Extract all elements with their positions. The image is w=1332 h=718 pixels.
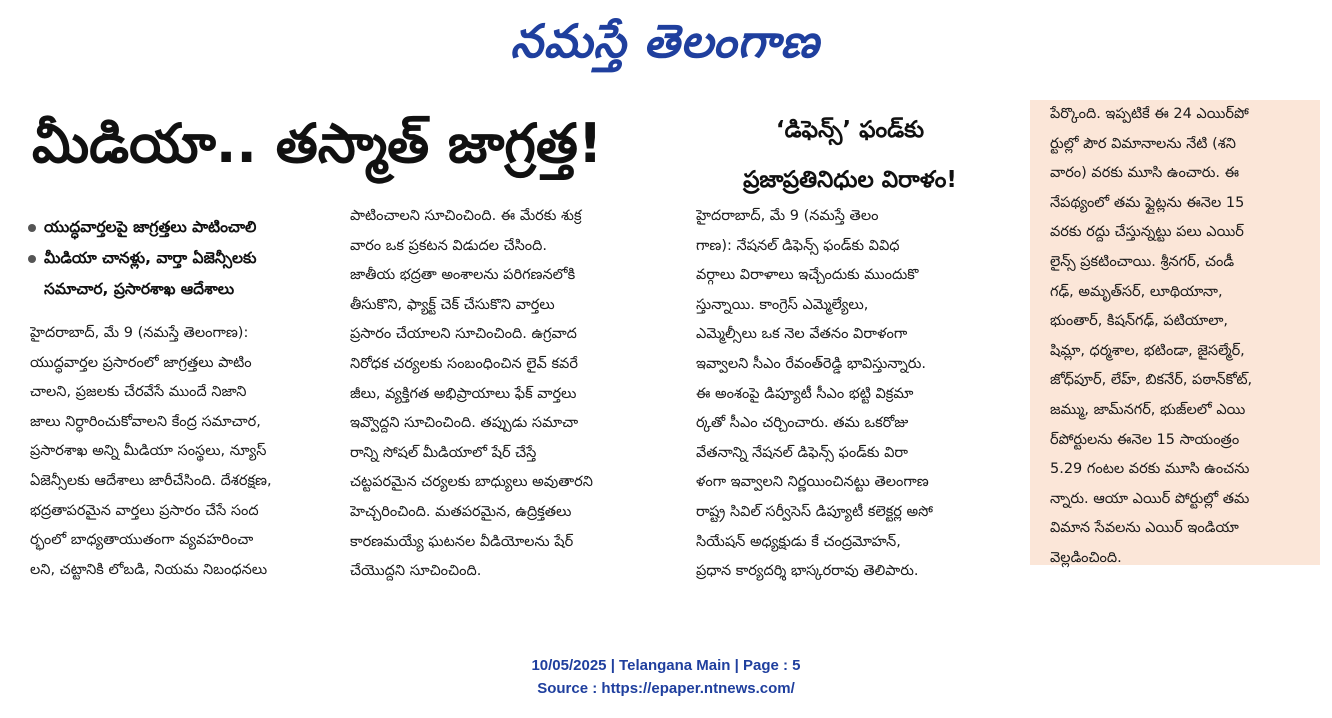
masthead-title: నమస్తే తెలంగాణ (510, 14, 820, 68)
footer-source-link[interactable]: Source : https://epaper.ntnews.com/ (537, 680, 795, 697)
text-line: ప్రధాన కార్యదర్శి భాస్కరరావు తెలిపారు. (696, 563, 919, 580)
article-column-2 (350, 202, 668, 587)
text-line: చట్టపరమైన చర్యలకు బాధ్యులు అవుతారని (350, 474, 593, 491)
text-line: నిరోధక చర్యలకు సంబంధించిన లైవ్ కవరే (350, 355, 578, 372)
sidebar-article-column (1050, 100, 1312, 574)
text-line: జాతీయ భద్రతా అంశాలను పరిగణనలోకి (350, 267, 576, 284)
text-line: హైదరాబాద్, మే 9 (నమస్తే తెలంగాణ): (30, 325, 249, 341)
article-column-3 (696, 202, 990, 587)
text-line: తీసుకొని, ఫ్యాక్ట్ చెక్ చేసుకొని వార్తలు (350, 296, 555, 313)
bullet-text: మీడియా చానళ్లు, వార్తా ఏజెన్సీలకు (44, 249, 257, 267)
text-line: వర్గాలు విరాళాలు ఇచ్చేందుకు ముందుకొ (696, 267, 919, 284)
article-headline-media: మీడియా.. తస్మాత్ జాగ్రత్త! (32, 112, 603, 175)
text-line: స్తున్నాయి. కాంగ్రెస్ ఎమ్మెల్యేలు, (696, 296, 869, 313)
text-line: వేతనాన్ని నేషనల్ డిఫెన్స్ ఫండ్‌కు విరా (696, 444, 909, 461)
bullet-item-continued (28, 274, 338, 305)
text-line: జాలు నిర్ధారించుకోవాలని కేంద్ర సమాచార, (30, 413, 261, 430)
text-line: ర్‌పోర్టులను ఈనెల 15 సాయంత్రం (1050, 431, 1240, 448)
text-line: సియేషన్ అధ్యక్షుడు కే చంద్రమోహన్, (696, 533, 901, 550)
text-line: ప్రసారం చేయాలని సూచించింది. ఉగ్రవాద (350, 326, 577, 343)
bullet-item (28, 212, 338, 243)
text-line: చాలని, ప్రజలకు చేరవేసే ముందే నిజాని (30, 384, 247, 401)
text-line: ళంగా ఇవ్వాలని నిర్ణయించినట్టు తెలంగాణ (696, 474, 929, 491)
text-line: పేర్కొంది. ఇప్పటికే ఈ 24 ఎయిర్‌పో (1050, 106, 1249, 122)
bullet-text: యుద్ధవార్తలపై జాగ్రత్తలు పాటించాలి (44, 218, 257, 236)
text-line: జీలు, వ్యక్తిగత అభిప్రాయాలు ఫేక్ వార్తలు (350, 385, 577, 402)
text-line: ప్రసారశాఖ అన్ని మీడియా సంస్థలు, న్యూస్ (30, 443, 267, 460)
article-headline-defense-line2: ప్రజాప్రతినిధుల విరాళం! (743, 167, 957, 193)
text-line: కారణమయ్యే ఘటనల వీడియోలను షేర్ (350, 533, 574, 550)
text-line: లని, చట్టానికి లోబడి, నియమ నిబంధనలు (30, 561, 268, 578)
article-headline-defense-line1: ‘డిఫెన్స్’ ఫండ్‌కు (775, 117, 925, 143)
text-line: జోధ్‌పూర్, లేహ్, బికనేర్, పఠాన్‌కోట్, (1050, 372, 1253, 389)
text-line: హైదరాబాద్, మే 9 (నమస్తే తెలం (696, 208, 879, 224)
text-line: వారం ఒక ప్రకటన విడుదల చేసింది. (350, 237, 547, 254)
newspaper-masthead (440, 4, 890, 78)
text-line: జమ్ము, జామ్‌నగర్, భుజ్‌లలో ఎయి (1050, 401, 1246, 418)
text-line: ర్కతో సీఎం చర్చించారు. తమ ఒకరోజు (696, 415, 909, 432)
article-bullet-list (28, 212, 338, 305)
text-line: గఢ్, అమృత్‌సర్, లూథియానా, (1050, 283, 1223, 300)
text-line: భుంతార్, కిషన్‌గఢ్, పటియాలా, (1050, 313, 1228, 330)
text-line: లైన్స్ ప్రకటించాయి. శ్రీనగర్, చండీ (1050, 253, 1235, 270)
text-line: యుద్ధవార్తల ప్రసారంలో జాగ్రత్తలు పాటిం (30, 354, 252, 371)
text-line: వరకు రద్దు చేస్తున్నట్టు పలు ఎయిర్ (1050, 224, 1244, 241)
text-line: వెల్లడించింది. (1050, 549, 1122, 566)
text-line: రాష్ట్ర సివిల్ సర్వీసెస్ డిప్యూటీ కలెక్టర్ల అసో (696, 503, 933, 520)
bullet-dot-icon (28, 224, 36, 232)
text-line: ఈ అంశంపై డిప్యూటీ సీఎం భట్టి విక్రమా (696, 385, 914, 402)
text-line: షిమ్లా, ధర్మశాల, భటిండా, జైసల్మేర్, (1050, 342, 1245, 359)
text-line: హెచ్చరించింది. మతపరమైన, ఉద్రిక్తతలు (350, 503, 572, 520)
text-line: న్నారు. ఆయా ఎయిర్ పోర్టుల్లో తమ (1050, 490, 1250, 507)
text-line: రాన్ని సోషల్ మీడియాలో షేర్ చేస్తే (350, 444, 537, 461)
article-column-1 (30, 319, 330, 585)
text-line: భద్రతాపరమైన వార్తలు ప్రసారం చేసే సంద (30, 502, 259, 519)
text-line: నేపథ్యంలో తమ ఫ్లైట్లను ఈనెల 15 (1050, 194, 1245, 211)
text-line: విమాన సేవలను ఎయిర్ ఇండియా (1050, 520, 1239, 537)
text-line: ఎమ్మెల్సీలు ఒక నెల వేతనం విరాళంగా (696, 326, 908, 343)
bullet-dot-icon (28, 255, 36, 263)
bullet-item (28, 243, 338, 274)
text-line: 5.29 గంటల వరకు మూసి ఉంచను (1050, 461, 1250, 478)
bullet-text: సమాచార, ప్రసారశాఖ ఆదేశాలు (44, 280, 235, 298)
text-line: ర్టుల్లో పౌర విమానాలను నేటి (శని (1050, 135, 1236, 152)
text-line: పాటించాలని సూచించింది. ఈ మేరకు శుక్ర (350, 208, 582, 224)
text-line: ఇవ్వొద్దని సూచించింది. తప్పుడు సమాచా (350, 415, 579, 432)
text-line: వారం) వరకు మూసి ఉంచారు. ఈ (1050, 165, 1240, 182)
text-line: ర్భంలో బాధ్యతాయుతంగా వ్యవహరించా (30, 532, 254, 549)
text-line: ఏజెన్సీలకు ఆదేశాలు జారీచేసింది. దేశరక్షణ, (30, 472, 272, 489)
footer-date-page: 10/05/2025 | Telangana Main | Page : 5 (531, 657, 801, 674)
text-line: చేయొద్దని సూచించింది. (350, 563, 482, 580)
text-line: ఇవ్వాలని సీఎం రేవంత్‌రెడ్డి భావిస్తున్నారు. (696, 355, 927, 372)
text-line: గాణ): నేషనల్ డిఫెన్స్ ఫండ్‌కు వివిధ (696, 237, 900, 254)
